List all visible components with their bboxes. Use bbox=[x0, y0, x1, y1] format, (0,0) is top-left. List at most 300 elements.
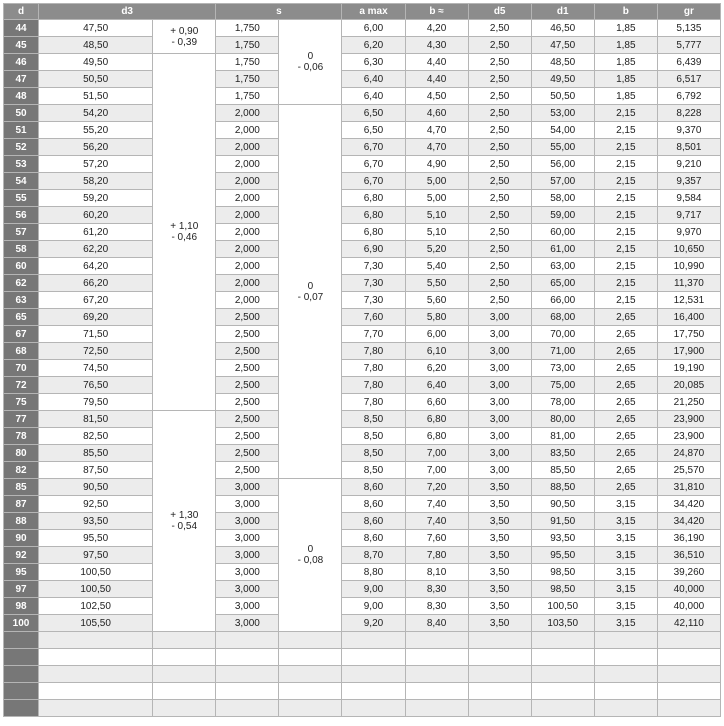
cell-b: 2,15 bbox=[594, 139, 657, 156]
cell-d: 82 bbox=[4, 462, 39, 479]
cell-d1: 50,50 bbox=[531, 88, 594, 105]
cell-d: 97 bbox=[4, 581, 39, 598]
cell-d3: 56,20 bbox=[39, 139, 153, 156]
cell-b: 2,65 bbox=[594, 428, 657, 445]
cell-d1: 47,50 bbox=[531, 37, 594, 54]
cell-b-approx: 6,20 bbox=[405, 360, 468, 377]
cell-b: 3,15 bbox=[594, 496, 657, 513]
cell-d: 44 bbox=[4, 20, 39, 37]
empty-cell bbox=[657, 700, 720, 717]
empty-cell bbox=[216, 683, 279, 700]
table-row bbox=[4, 207, 721, 224]
empty-cell bbox=[594, 632, 657, 649]
table-row bbox=[4, 54, 721, 71]
table-header bbox=[4, 4, 721, 20]
cell-gr: 42,110 bbox=[657, 615, 720, 632]
cell-s: 2,500 bbox=[216, 343, 279, 360]
empty-cell bbox=[531, 632, 594, 649]
cell-a-max: 6,40 bbox=[342, 71, 405, 88]
cell-b: 2,15 bbox=[594, 241, 657, 258]
empty-cell bbox=[153, 632, 216, 649]
cell-d: 67 bbox=[4, 326, 39, 343]
cell-a-max: 9,00 bbox=[342, 581, 405, 598]
cell-d1: 56,00 bbox=[531, 156, 594, 173]
cell-b: 1,85 bbox=[594, 20, 657, 37]
cell-d1: 57,00 bbox=[531, 173, 594, 190]
cell-b: 1,85 bbox=[594, 71, 657, 88]
empty-cell bbox=[405, 683, 468, 700]
cell-gr: 21,250 bbox=[657, 394, 720, 411]
cell-a-max: 8,60 bbox=[342, 513, 405, 530]
cell-d3: 51,50 bbox=[39, 88, 153, 105]
cell-d5: 3,00 bbox=[468, 462, 531, 479]
cell-gr: 25,570 bbox=[657, 462, 720, 479]
cell-s: 2,500 bbox=[216, 394, 279, 411]
cell-d3: 66,20 bbox=[39, 275, 153, 292]
table-row bbox=[4, 530, 721, 547]
cell-gr: 10,650 bbox=[657, 241, 720, 258]
empty-cell bbox=[279, 632, 342, 649]
empty-cell bbox=[342, 632, 405, 649]
header-d3: d3 bbox=[39, 4, 216, 20]
cell-d1: 61,00 bbox=[531, 241, 594, 258]
cell-s: 2,500 bbox=[216, 326, 279, 343]
cell-d1: 60,00 bbox=[531, 224, 594, 241]
table-row bbox=[4, 190, 721, 207]
cell-gr: 9,584 bbox=[657, 190, 720, 207]
cell-b: 2,65 bbox=[594, 326, 657, 343]
cell-d1: 58,00 bbox=[531, 190, 594, 207]
cell-s: 2,000 bbox=[216, 241, 279, 258]
empty-cell bbox=[279, 683, 342, 700]
empty-cell bbox=[279, 700, 342, 717]
cell-d1: 53,00 bbox=[531, 105, 594, 122]
empty-cell bbox=[39, 683, 153, 700]
cell-b: 2,65 bbox=[594, 411, 657, 428]
cell-d5: 2,50 bbox=[468, 37, 531, 54]
cell-b: 3,15 bbox=[594, 530, 657, 547]
cell-d3: 55,20 bbox=[39, 122, 153, 139]
cell-b-approx: 6,40 bbox=[405, 377, 468, 394]
cell-b: 2,15 bbox=[594, 156, 657, 173]
cell-a-max: 8,50 bbox=[342, 445, 405, 462]
table-row bbox=[4, 411, 721, 428]
cell-d: 95 bbox=[4, 564, 39, 581]
empty-cell bbox=[405, 632, 468, 649]
empty-cell bbox=[594, 700, 657, 717]
cell-d5: 3,00 bbox=[468, 360, 531, 377]
cell-gr: 34,420 bbox=[657, 513, 720, 530]
cell-d3: 67,20 bbox=[39, 292, 153, 309]
cell-d: 68 bbox=[4, 343, 39, 360]
table-row bbox=[4, 326, 721, 343]
cell-d5: 2,50 bbox=[468, 54, 531, 71]
cell-s: 2,500 bbox=[216, 445, 279, 462]
cell-a-max: 8,50 bbox=[342, 462, 405, 479]
cell-a-max: 6,70 bbox=[342, 156, 405, 173]
cell-s: 3,000 bbox=[216, 615, 279, 632]
cell-a-max: 6,20 bbox=[342, 37, 405, 54]
table-row bbox=[4, 37, 721, 54]
cell-gr: 31,810 bbox=[657, 479, 720, 496]
cell-d: 52 bbox=[4, 139, 39, 156]
cell-s: 2,500 bbox=[216, 462, 279, 479]
cell-b-approx: 7,00 bbox=[405, 462, 468, 479]
cell-b-approx: 7,20 bbox=[405, 479, 468, 496]
cell-a-max: 8,70 bbox=[342, 547, 405, 564]
cell-a-max: 8,50 bbox=[342, 411, 405, 428]
cell-s: 1,750 bbox=[216, 54, 279, 71]
cell-a-max: 7,60 bbox=[342, 309, 405, 326]
empty-cell bbox=[4, 700, 39, 717]
cell-d5: 3,00 bbox=[468, 394, 531, 411]
cell-b-approx: 6,00 bbox=[405, 326, 468, 343]
cell-a-max: 6,90 bbox=[342, 241, 405, 258]
cell-d: 78 bbox=[4, 428, 39, 445]
cell-s: 3,000 bbox=[216, 598, 279, 615]
empty-cell bbox=[39, 649, 153, 666]
table-row bbox=[4, 71, 721, 88]
table-row bbox=[4, 615, 721, 632]
cell-d3: 60,20 bbox=[39, 207, 153, 224]
empty-cell bbox=[216, 632, 279, 649]
cell-d: 70 bbox=[4, 360, 39, 377]
cell-d5: 3,50 bbox=[468, 496, 531, 513]
cell-d: 87 bbox=[4, 496, 39, 513]
cell-d5: 2,50 bbox=[468, 275, 531, 292]
cell-b-approx: 7,00 bbox=[405, 445, 468, 462]
cell-d: 57 bbox=[4, 224, 39, 241]
cell-a-max: 7,30 bbox=[342, 275, 405, 292]
empty-cell bbox=[468, 683, 531, 700]
header-b-approx: b ≈ bbox=[405, 4, 468, 20]
cell-a-max: 7,70 bbox=[342, 326, 405, 343]
cell-s: 1,750 bbox=[216, 88, 279, 105]
cell-b-approx: 5,10 bbox=[405, 207, 468, 224]
empty-row bbox=[4, 700, 721, 717]
cell-a-max: 7,80 bbox=[342, 394, 405, 411]
cell-d1: 65,00 bbox=[531, 275, 594, 292]
s-tolerance: 0 - 0,08 bbox=[279, 479, 342, 632]
empty-row bbox=[4, 632, 721, 649]
cell-d: 55 bbox=[4, 190, 39, 207]
empty-cell bbox=[4, 683, 39, 700]
cell-d5: 2,50 bbox=[468, 20, 531, 37]
cell-gr: 17,900 bbox=[657, 343, 720, 360]
cell-d3: 62,20 bbox=[39, 241, 153, 258]
cell-s: 2,500 bbox=[216, 428, 279, 445]
cell-d3: 100,50 bbox=[39, 564, 153, 581]
cell-s: 3,000 bbox=[216, 479, 279, 496]
cell-d5: 3,00 bbox=[468, 309, 531, 326]
cell-d1: 90,50 bbox=[531, 496, 594, 513]
table-row bbox=[4, 292, 721, 309]
cell-d1: 80,00 bbox=[531, 411, 594, 428]
cell-a-max: 6,40 bbox=[342, 88, 405, 105]
cell-a-max: 6,30 bbox=[342, 54, 405, 71]
cell-d5: 3,50 bbox=[468, 479, 531, 496]
empty-cell bbox=[216, 649, 279, 666]
cell-d: 88 bbox=[4, 513, 39, 530]
cell-b-approx: 4,90 bbox=[405, 156, 468, 173]
header-b: b bbox=[594, 4, 657, 20]
header-d1: d1 bbox=[531, 4, 594, 20]
empty-cell bbox=[342, 683, 405, 700]
empty-cell bbox=[468, 666, 531, 683]
cell-gr: 6,792 bbox=[657, 88, 720, 105]
d3-tolerance: + 1,10 - 0,46 bbox=[153, 54, 216, 411]
cell-d1: 88,50 bbox=[531, 479, 594, 496]
cell-s: 3,000 bbox=[216, 547, 279, 564]
cell-b: 3,15 bbox=[594, 547, 657, 564]
cell-a-max: 8,50 bbox=[342, 428, 405, 445]
cell-d5: 2,50 bbox=[468, 156, 531, 173]
empty-cell bbox=[531, 683, 594, 700]
cell-a-max: 6,70 bbox=[342, 173, 405, 190]
cell-a-max: 7,80 bbox=[342, 360, 405, 377]
table-row bbox=[4, 156, 721, 173]
cell-a-max: 6,80 bbox=[342, 224, 405, 241]
empty-cell bbox=[342, 649, 405, 666]
cell-b-approx: 4,30 bbox=[405, 37, 468, 54]
cell-d1: 100,50 bbox=[531, 598, 594, 615]
cell-d1: 75,00 bbox=[531, 377, 594, 394]
cell-d3: 50,50 bbox=[39, 71, 153, 88]
table-row bbox=[4, 122, 721, 139]
table-row bbox=[4, 241, 721, 258]
cell-d: 92 bbox=[4, 547, 39, 564]
cell-d3: 76,50 bbox=[39, 377, 153, 394]
cell-s: 2,000 bbox=[216, 258, 279, 275]
cell-d: 98 bbox=[4, 598, 39, 615]
cell-b: 1,85 bbox=[594, 88, 657, 105]
cell-d5: 2,50 bbox=[468, 258, 531, 275]
empty-cell bbox=[594, 666, 657, 683]
cell-gr: 23,900 bbox=[657, 411, 720, 428]
cell-d3: 71,50 bbox=[39, 326, 153, 343]
cell-d1: 98,50 bbox=[531, 581, 594, 598]
cell-a-max: 8,60 bbox=[342, 530, 405, 547]
cell-gr: 8,228 bbox=[657, 105, 720, 122]
cell-d: 63 bbox=[4, 292, 39, 309]
empty-cell bbox=[342, 666, 405, 683]
empty-cell bbox=[39, 666, 153, 683]
cell-b: 3,15 bbox=[594, 581, 657, 598]
empty-cell bbox=[4, 666, 39, 683]
cell-b: 2,15 bbox=[594, 258, 657, 275]
cell-d5: 2,50 bbox=[468, 190, 531, 207]
cell-b: 2,65 bbox=[594, 360, 657, 377]
cell-b: 2,15 bbox=[594, 292, 657, 309]
cell-gr: 9,357 bbox=[657, 173, 720, 190]
cell-d3: 97,50 bbox=[39, 547, 153, 564]
cell-gr: 20,085 bbox=[657, 377, 720, 394]
table-row bbox=[4, 513, 721, 530]
cell-d3: 105,50 bbox=[39, 615, 153, 632]
empty-cell bbox=[531, 649, 594, 666]
cell-b: 2,65 bbox=[594, 309, 657, 326]
table-row bbox=[4, 275, 721, 292]
cell-d1: 78,00 bbox=[531, 394, 594, 411]
d3-tolerance: + 0,90 - 0,39 bbox=[153, 20, 216, 54]
cell-d5: 3,50 bbox=[468, 598, 531, 615]
cell-a-max: 7,30 bbox=[342, 258, 405, 275]
cell-gr: 6,439 bbox=[657, 54, 720, 71]
cell-d5: 3,00 bbox=[468, 411, 531, 428]
header-a-max: a max bbox=[342, 4, 405, 20]
cell-gr: 6,517 bbox=[657, 71, 720, 88]
cell-b-approx: 5,40 bbox=[405, 258, 468, 275]
cell-d1: 98,50 bbox=[531, 564, 594, 581]
cell-a-max: 8,80 bbox=[342, 564, 405, 581]
cell-b-approx: 8,30 bbox=[405, 598, 468, 615]
cell-b: 2,65 bbox=[594, 445, 657, 462]
s-tolerance: 0 - 0,07 bbox=[279, 105, 342, 479]
cell-d3: 87,50 bbox=[39, 462, 153, 479]
d3-tolerance: + 1,30 - 0,54 bbox=[153, 411, 216, 632]
empty-row bbox=[4, 649, 721, 666]
cell-d: 58 bbox=[4, 241, 39, 258]
cell-b: 2,65 bbox=[594, 479, 657, 496]
cell-s: 2,000 bbox=[216, 275, 279, 292]
cell-d1: 54,00 bbox=[531, 122, 594, 139]
cell-s: 1,750 bbox=[216, 71, 279, 88]
cell-d: 72 bbox=[4, 377, 39, 394]
cell-b: 2,15 bbox=[594, 173, 657, 190]
cell-a-max: 9,00 bbox=[342, 598, 405, 615]
cell-d1: 95,50 bbox=[531, 547, 594, 564]
cell-d5: 2,50 bbox=[468, 241, 531, 258]
empty-cell bbox=[216, 666, 279, 683]
cell-a-max: 6,80 bbox=[342, 207, 405, 224]
s-tolerance: 0 - 0,06 bbox=[279, 20, 342, 105]
cell-b: 2,65 bbox=[594, 377, 657, 394]
cell-d1: 55,00 bbox=[531, 139, 594, 156]
cell-d1: 49,50 bbox=[531, 71, 594, 88]
cell-d: 60 bbox=[4, 258, 39, 275]
cell-s: 2,500 bbox=[216, 377, 279, 394]
cell-d: 51 bbox=[4, 122, 39, 139]
empty-row bbox=[4, 683, 721, 700]
cell-d1: 48,50 bbox=[531, 54, 594, 71]
cell-d1: 93,50 bbox=[531, 530, 594, 547]
table-row bbox=[4, 564, 721, 581]
table-row bbox=[4, 496, 721, 513]
cell-d1: 71,00 bbox=[531, 343, 594, 360]
cell-a-max: 7,80 bbox=[342, 377, 405, 394]
cell-s: 3,000 bbox=[216, 496, 279, 513]
cell-b-approx: 4,40 bbox=[405, 54, 468, 71]
cell-b-approx: 5,50 bbox=[405, 275, 468, 292]
cell-b-approx: 5,60 bbox=[405, 292, 468, 309]
cell-b: 3,15 bbox=[594, 564, 657, 581]
cell-d1: 63,00 bbox=[531, 258, 594, 275]
cell-b-approx: 6,60 bbox=[405, 394, 468, 411]
cell-gr: 36,190 bbox=[657, 530, 720, 547]
cell-b-approx: 8,10 bbox=[405, 564, 468, 581]
cell-s: 3,000 bbox=[216, 581, 279, 598]
cell-b: 2,15 bbox=[594, 122, 657, 139]
cell-gr: 10,990 bbox=[657, 258, 720, 275]
cell-d5: 3,00 bbox=[468, 377, 531, 394]
cell-s: 2,000 bbox=[216, 207, 279, 224]
cell-b: 2,15 bbox=[594, 224, 657, 241]
empty-cell bbox=[531, 666, 594, 683]
cell-d: 56 bbox=[4, 207, 39, 224]
cell-gr: 9,717 bbox=[657, 207, 720, 224]
cell-gr: 12,531 bbox=[657, 292, 720, 309]
cell-d3: 47,50 bbox=[39, 20, 153, 37]
cell-d: 46 bbox=[4, 54, 39, 71]
cell-d3: 72,50 bbox=[39, 343, 153, 360]
cell-b-approx: 4,70 bbox=[405, 122, 468, 139]
cell-b: 3,15 bbox=[594, 598, 657, 615]
empty-cell bbox=[39, 700, 153, 717]
table-row bbox=[4, 173, 721, 190]
table-row bbox=[4, 224, 721, 241]
cell-d3: 58,20 bbox=[39, 173, 153, 190]
cell-gr: 9,970 bbox=[657, 224, 720, 241]
cell-b: 2,15 bbox=[594, 207, 657, 224]
empty-cell bbox=[153, 649, 216, 666]
cell-gr: 11,370 bbox=[657, 275, 720, 292]
cell-d5: 2,50 bbox=[468, 71, 531, 88]
table-row bbox=[4, 88, 721, 105]
cell-d5: 2,50 bbox=[468, 105, 531, 122]
cell-a-max: 6,80 bbox=[342, 190, 405, 207]
cell-d: 90 bbox=[4, 530, 39, 547]
cell-d: 53 bbox=[4, 156, 39, 173]
cell-d1: 68,00 bbox=[531, 309, 594, 326]
header-s: s bbox=[216, 4, 342, 20]
cell-d1: 46,50 bbox=[531, 20, 594, 37]
cell-b-approx: 7,60 bbox=[405, 530, 468, 547]
cell-d: 75 bbox=[4, 394, 39, 411]
cell-d1: 70,00 bbox=[531, 326, 594, 343]
cell-d5: 3,50 bbox=[468, 581, 531, 598]
cell-a-max: 6,70 bbox=[342, 139, 405, 156]
table-row bbox=[4, 462, 721, 479]
cell-b-approx: 7,80 bbox=[405, 547, 468, 564]
cell-d5: 2,50 bbox=[468, 122, 531, 139]
cell-s: 2,000 bbox=[216, 139, 279, 156]
cell-gr: 9,210 bbox=[657, 156, 720, 173]
cell-b: 2,15 bbox=[594, 105, 657, 122]
empty-cell bbox=[342, 700, 405, 717]
cell-gr: 40,000 bbox=[657, 581, 720, 598]
cell-b: 2,65 bbox=[594, 462, 657, 479]
cell-d: 50 bbox=[4, 105, 39, 122]
table-body bbox=[4, 20, 721, 717]
cell-d: 45 bbox=[4, 37, 39, 54]
cell-d: 77 bbox=[4, 411, 39, 428]
table-row bbox=[4, 598, 721, 615]
table-row bbox=[4, 258, 721, 275]
cell-b-approx: 4,60 bbox=[405, 105, 468, 122]
cell-s: 2,500 bbox=[216, 411, 279, 428]
empty-cell bbox=[39, 632, 153, 649]
cell-d5: 3,50 bbox=[468, 530, 531, 547]
empty-cell bbox=[468, 700, 531, 717]
cell-d5: 2,50 bbox=[468, 224, 531, 241]
cell-a-max: 6,50 bbox=[342, 105, 405, 122]
empty-cell bbox=[4, 649, 39, 666]
empty-cell bbox=[594, 649, 657, 666]
cell-d5: 2,50 bbox=[468, 292, 531, 309]
cell-d3: 90,50 bbox=[39, 479, 153, 496]
cell-gr: 24,870 bbox=[657, 445, 720, 462]
cell-d1: 91,50 bbox=[531, 513, 594, 530]
